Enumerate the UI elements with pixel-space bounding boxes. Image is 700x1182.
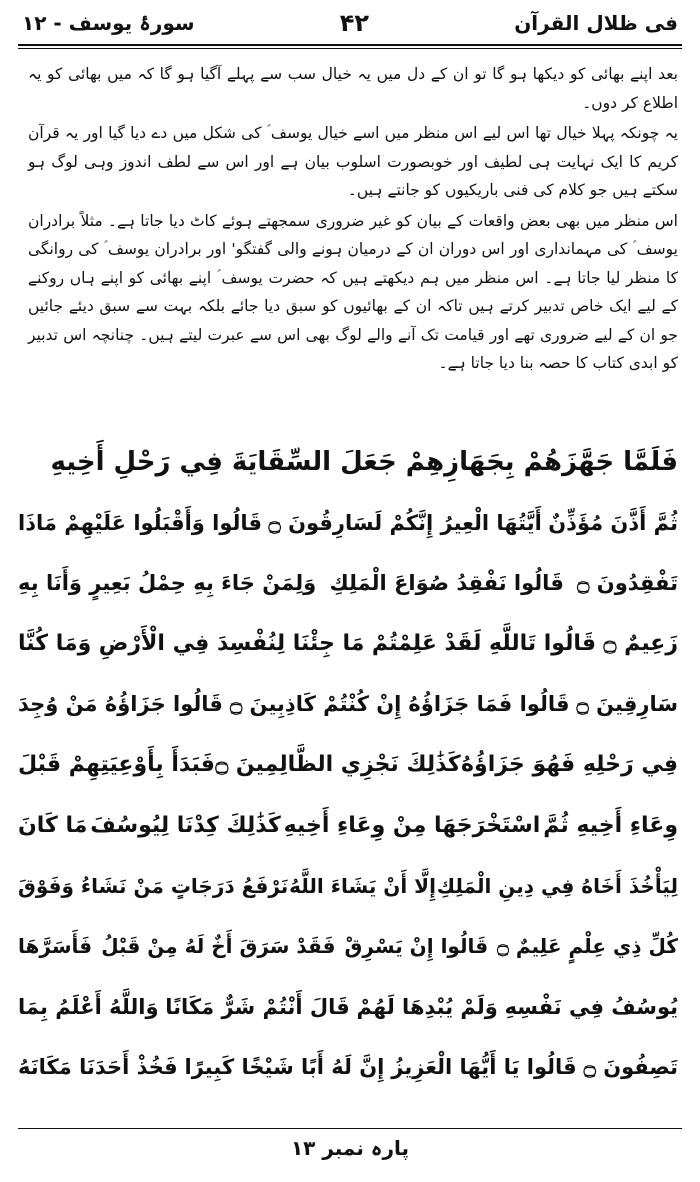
commentary-paragraph: اس منظر میں بھی بعض واقعات کے بیان کو غیر ضروری سمجھتے ہوئے کاٹ دیا جاتا ہے۔ مثلاً برادران یوسف ؑ کی مہمانداری اور اس دوران ان کے درمیان ہونے والی گفتگو' اور برادران یوسف ؑ کی روانگی کا منظر لیا جاتا ہے۔ اس منظر میں ہم دیکھتے ہیں کہ حضرت یوسف ؑ اپنے بھائی کو اپنے ہاں روکنے کے لیے ایک خاص تدبیر کرتے ہیں تاکہ ان کے بھائیوں کو سبق دیا جائے بلکہ بہت سے سبق دیئے جائیں جو ان کے لیے ضروری تھے اور قیامت تک آنے والے لوگ بھی اس سے عبرت لیتے ہیں۔ چنانچہ اس تدبیر کو ابدی کتاب کا حصہ بنا دیا جاتا ہے۔ xyxy=(28,211,678,372)
page-number: ۴۲ xyxy=(339,9,370,37)
verse-segment: وِعَاءِ أَخِيهِ ثُمَّ xyxy=(543,812,678,838)
book-title: فی ظلال القرآن xyxy=(514,11,678,35)
verse-segment: قَالُوا تَاللَّهِ لَقَدْ عَلِمْتُمْ xyxy=(371,631,597,657)
verse-segment: تَفْقِدُونَ ۝ xyxy=(577,571,678,596)
commentary-text xyxy=(28,60,678,380)
verse-segment: قَالُوا نَفْقِدُ صُوَاعَ الْمَلِكِ xyxy=(329,571,564,596)
verse-segment: وَمَا كُنَّا xyxy=(18,631,92,657)
verse-segment: فِي رَحْلِهِ فَهُوَ جَزَاؤُهُ xyxy=(461,752,678,778)
verse-segment: كُلِّ ذِي عِلْمٍ عَلِيمٌ ۝ xyxy=(497,934,678,959)
verse-segment: يُوسُفُ فِي نَفْسِهِ xyxy=(504,994,678,1019)
verse-line xyxy=(18,916,678,977)
verse-segment: فَلَمَّا جَهَّزَهُمْ بِجَهَازِهِمْ جَعَلَ السِّقَايَةَ فِي رَحْلِ أَخِيهِ xyxy=(50,447,678,478)
verse-segment: أَيَّتُهَا الْعِيرُ إِنَّكُمْ لَسَارِقُونَ ۝ xyxy=(268,510,542,535)
verse-line xyxy=(18,432,678,493)
commentary-paragraph: بعد اپنے بھائی کو دیکھا ہو گا تو ان کے دل میں یہ خیال سب سے پہلے آگیا ہو گا کہ میں بھائی کو یہ اطلاع کر دوں۔ xyxy=(28,65,678,112)
verse-segment: لِيَأْخُذَ أَخَاهُ فِي دِينِ الْمَلِكِ xyxy=(436,873,678,898)
verse-segment: قَالَ أَنْتُمْ شَرٌّ مَكَانًا xyxy=(165,994,350,1019)
verse-segment: فَقَدْ سَرَقَ أَخٌ لَهُ مِنْ قَبْلُ xyxy=(101,934,336,959)
verse-line xyxy=(18,614,678,675)
verse-segment: اسْتَخْرَجَهَا مِنْ وِعَاءِ أَخِيهِ xyxy=(283,812,541,838)
verse-segment: وَاللَّهُ أَعْلَمُ بِمَا xyxy=(18,994,159,1019)
header-rule xyxy=(18,44,682,46)
verse-segment: فَخُذْ أَحَدَنَا مَكَانَهُ xyxy=(18,1055,178,1080)
page-header xyxy=(22,4,678,42)
verse-line xyxy=(18,735,678,796)
verse-segment: إِنَّ لَهُ أَبًا شَيْخًا كَبِيرًا xyxy=(184,1055,385,1080)
verse-line xyxy=(18,795,678,856)
verse-segment: كَذَٰلِكَ نَجْزِي الظَّالِمِينَ ۝ xyxy=(215,752,461,778)
surah-label: سورۂ یوسف - ۱۲ xyxy=(22,11,195,35)
para-label: پارہ نمبر ۱۳ xyxy=(290,1136,410,1160)
verse-line xyxy=(18,1037,678,1098)
verse-line xyxy=(18,493,678,554)
verse-segment: إِلَّا أَنْ يَشَاءَ اللَّهُ xyxy=(289,873,436,898)
verse-segment: قَالُوا فَمَا جَزَاؤُهُ xyxy=(408,692,570,717)
verse-segment: فَأَسَرَّهَا xyxy=(18,934,93,959)
verse-segment: تَصِفُونَ ۝ xyxy=(583,1055,678,1080)
verse-segment: كَذَٰلِكَ كِدْنَا لِيُوسُفَ xyxy=(90,812,281,838)
commentary-paragraph: یہ چونکہ پہلا خیال تھا اس لیے اس منظر میں اسے خیال یوسف ؑ کی شکل میں دے دیا گیا اور یہ قرآن کریم کا ایک نہایت ہی لطیف اور خوبصورت اسلوب بیان ہے اور اس سے لطف اندوز وہی لوگ ہو سکتے ہیں جو کلام کی فنی باریکیوں کو جانتے ہیں۔ xyxy=(28,124,678,199)
quran-verses xyxy=(18,432,678,1098)
verse-segment: نَرْفَعُ دَرَجَاتٍ مَنْ نَشَاءُ وَفَوْقَ xyxy=(18,873,289,898)
verse-line xyxy=(18,856,678,917)
verse-segment: قَالُوا وَأَقْبَلُوا عَلَيْهِمْ مَاذَا xyxy=(18,510,263,535)
verse-line xyxy=(18,674,678,735)
verse-segment: سَارِقِينَ ۝ xyxy=(576,692,678,717)
verse-segment: قَالُوا جَزَاؤُهُ مَنْ وُجِدَ xyxy=(18,692,223,717)
verse-line xyxy=(18,977,678,1038)
verse-segment: فَبَدَأَ بِأَوْعِيَتِهِمْ قَبْلَ xyxy=(18,752,215,778)
verse-segment: وَلِمَنْ جَاءَ بِهِ حِمْلُ بَعِيرٍ وَأَنَا بِهِ xyxy=(18,571,317,596)
verse-segment: إِنْ كُنْتُمْ كَاذِبِينَ ۝ xyxy=(229,692,402,717)
verse-segment: ثُمَّ أَذَّنَ مُؤَذِّنٌ xyxy=(548,510,678,535)
verse-segment: مَا كَانَ xyxy=(18,812,88,838)
verse-segment: مَا جِئْنَا لِنُفْسِدَ فِي الْأَرْضِ xyxy=(98,631,365,657)
header-rule-thin xyxy=(18,48,682,49)
verse-segment: وَلَمْ يُبْدِهَا لَهُمْ xyxy=(356,994,498,1019)
verse-segment: قَالُوا إِنْ يَسْرِقْ xyxy=(344,934,489,959)
verse-segment: زَعِيمٌ ۝ xyxy=(603,631,678,657)
footer-rule xyxy=(18,1128,682,1129)
verse-line xyxy=(18,553,678,614)
page-footer xyxy=(0,1136,700,1172)
verse-segment: قَالُوا يَا أَيُّهَا الْعَزِيزُ xyxy=(391,1055,577,1080)
